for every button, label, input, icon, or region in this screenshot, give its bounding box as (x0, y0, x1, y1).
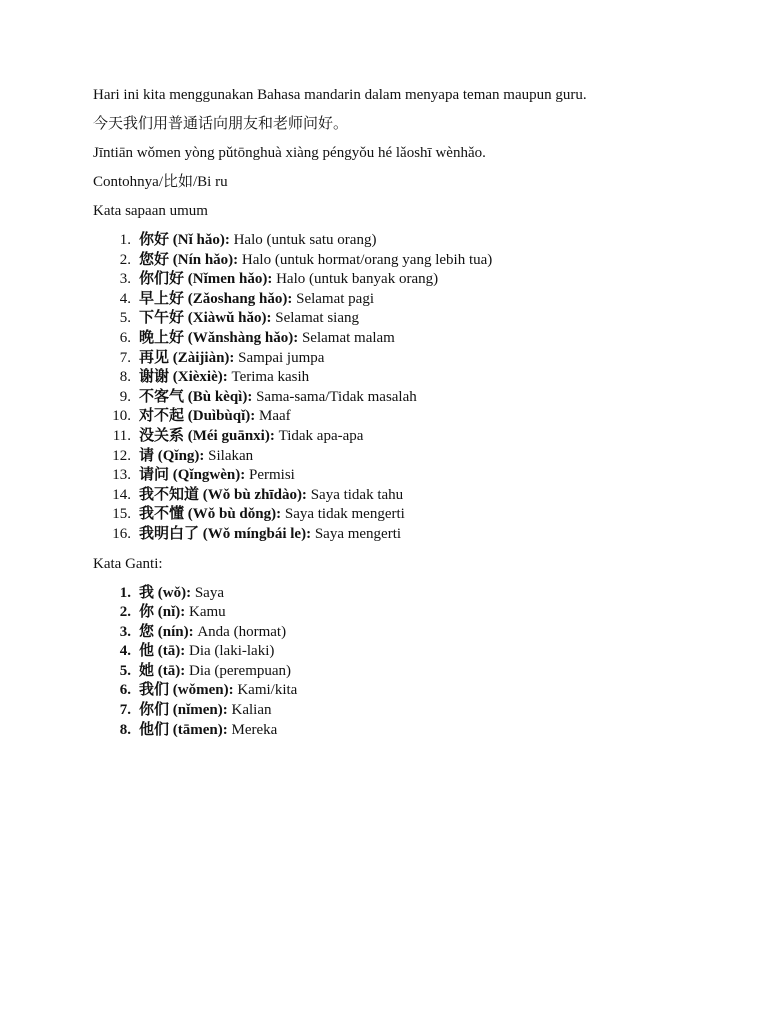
list-item-meaning: Maaf (255, 408, 291, 425)
list-item-number: 8. (119, 369, 131, 386)
list-item-number: 3. (119, 271, 131, 288)
list-item-number: 2. (119, 251, 131, 268)
list-item (93, 270, 733, 290)
list-item-term: 我 (wǒ): (139, 584, 192, 601)
list-item-term: 请问 (Qǐngwèn): (139, 467, 246, 484)
list-item-term: 下午好 (Xiàwǔ hǎo): (139, 310, 272, 327)
list-item (93, 309, 733, 329)
list-item-term: 早上好 (Zǎoshang hǎo): (139, 290, 293, 307)
list-item-number: 15. (112, 506, 131, 523)
pronouns-heading: Kata Ganti: (93, 555, 163, 572)
list-item-meaning: Saya tidak mengerti (281, 506, 405, 523)
list-item (93, 681, 733, 701)
list-item-meaning: Tidak apa-apa (274, 427, 364, 444)
list-item-meaning: Selamat pagi (292, 290, 375, 307)
list-item-number: 8. (119, 721, 131, 738)
list-item-meaning: Anda (hormat) (193, 623, 287, 640)
list-item-number: 14. (112, 486, 131, 503)
list-item (93, 349, 733, 369)
list-item-number: 4. (119, 643, 131, 660)
list-item-number: 12. (112, 447, 131, 464)
list-item-term: 我不懂 (Wǒ bù dǒng): (139, 506, 282, 523)
list-item-number: 1. (119, 584, 131, 601)
list-item-term: 她 (tā): (139, 662, 186, 679)
list-item (93, 290, 733, 310)
list-item (93, 701, 733, 721)
list-item-meaning: Dia (perempuan) (185, 662, 292, 679)
list-item-meaning: Sama-sama/Tidak masalah (252, 388, 417, 405)
list-item-term: 对不起 (Duìbùqǐ): (139, 408, 256, 425)
list-item-term: 请 (Qǐng): (139, 447, 205, 464)
hanzi-sentence: 今天我们用普通话向朋友和老师问好。 (93, 116, 349, 132)
list-item-number: 5. (119, 662, 131, 679)
pinyin-sentence: Jīntiān wǒmen yòng pǔtōnghuà xiàng péngyǒu hé lǎoshī wènhǎo. (93, 145, 486, 161)
greetings-list (93, 231, 733, 545)
list-item-meaning: Saya mengerti (311, 525, 402, 542)
list-item-meaning: Silakan (204, 447, 254, 464)
list-item-meaning: Permisi (245, 467, 295, 484)
list-item-meaning: Selamat malam (298, 329, 395, 346)
list-item (93, 584, 733, 604)
list-item-term: 晚上好 (Wǎnshàng hǎo): (139, 329, 299, 346)
list-item (93, 427, 733, 447)
list-item-term: 你们好 (Nǐmen hǎo): (139, 271, 273, 288)
list-item-meaning: Kamu (185, 604, 226, 621)
greetings-heading: Kata sapaan umum (93, 203, 208, 219)
list-item-number: 2. (119, 604, 131, 621)
list-item-meaning: Mereka (227, 721, 278, 738)
list-item-term: 我不知道 (Wǒ bù zhīdào): (139, 486, 307, 503)
list-item (93, 486, 733, 506)
list-item (93, 721, 733, 741)
list-item-meaning: Halo (untuk satu orang) (229, 232, 377, 248)
example-line: Contohnya/比如/Bi ru (93, 174, 228, 190)
list-item-term: 我明白了 (Wǒ míngbái le): (139, 525, 312, 542)
list-item (93, 447, 733, 467)
list-item-meaning: Kami/kita (233, 682, 298, 699)
list-item (93, 251, 733, 271)
list-item (93, 505, 733, 525)
list-item-number: 7. (119, 702, 131, 719)
list-item-meaning: Saya tidak tahu (306, 486, 404, 503)
list-item-term: 我们 (wǒmen): (139, 682, 234, 699)
list-item-meaning: Saya (191, 584, 224, 601)
list-item-term: 再见 (Zàijiàn): (139, 349, 235, 366)
intro-paragraph: Hari ini kita menggunakan Bahasa mandarin dalam menyapa teman maupun guru. (93, 87, 587, 103)
list-item-number: 1. (119, 232, 131, 248)
list-item-term: 谢谢 (Xièxiè): (139, 369, 228, 386)
list-item-meaning: Halo (untuk banyak orang) (272, 271, 439, 288)
list-item (93, 623, 733, 643)
list-item-term: 没关系 (Méi guānxi): (139, 427, 275, 444)
list-item (93, 662, 733, 682)
list-item-number: 11. (112, 427, 131, 444)
list-item (93, 525, 733, 545)
list-item (93, 329, 733, 349)
list-item-term: 您 (nín): (139, 623, 194, 640)
list-item (93, 368, 733, 388)
list-item (93, 466, 733, 486)
list-item-meaning: Kalian (227, 702, 272, 719)
list-item-number: 7. (119, 349, 131, 366)
list-item-term: 您好 (Nín hǎo): (139, 251, 239, 268)
list-item-number: 4. (119, 290, 131, 307)
list-item-meaning: Halo (untuk hormat/orang yang lebih tua) (238, 251, 493, 268)
list-item-number: 6. (119, 329, 131, 346)
document-body (93, 86, 733, 750)
list-item-meaning: Selamat siang (271, 310, 359, 327)
pronouns-list (93, 584, 733, 741)
list-item (93, 642, 733, 662)
list-item-term: 你们 (nǐmen): (139, 702, 228, 719)
list-item-number: 16. (112, 525, 131, 542)
list-item (93, 231, 733, 251)
list-item (93, 388, 733, 408)
list-item-term: 不客气 (Bù kèqì): (139, 388, 253, 405)
list-item-number: 5. (119, 310, 131, 327)
list-item-term: 他 (tā): (139, 643, 186, 660)
list-item-meaning: Dia (laki-laki) (185, 643, 275, 660)
list-item (93, 407, 733, 427)
list-item-term: 你好 (Nǐ hǎo): (139, 232, 230, 248)
list-item-number: 6. (119, 682, 131, 699)
list-item-number: 9. (119, 388, 131, 405)
list-item-number: 13. (112, 467, 131, 484)
list-item-term: 你 (nǐ): (139, 604, 186, 621)
list-item (93, 603, 733, 623)
list-item-meaning: Sampai jumpa (234, 349, 325, 366)
list-item-meaning: Terima kasih (227, 369, 310, 386)
list-item-term: 他们 (tāmen): (139, 721, 228, 738)
list-item-number: 3. (119, 623, 131, 640)
list-item-number: 10. (112, 408, 131, 425)
